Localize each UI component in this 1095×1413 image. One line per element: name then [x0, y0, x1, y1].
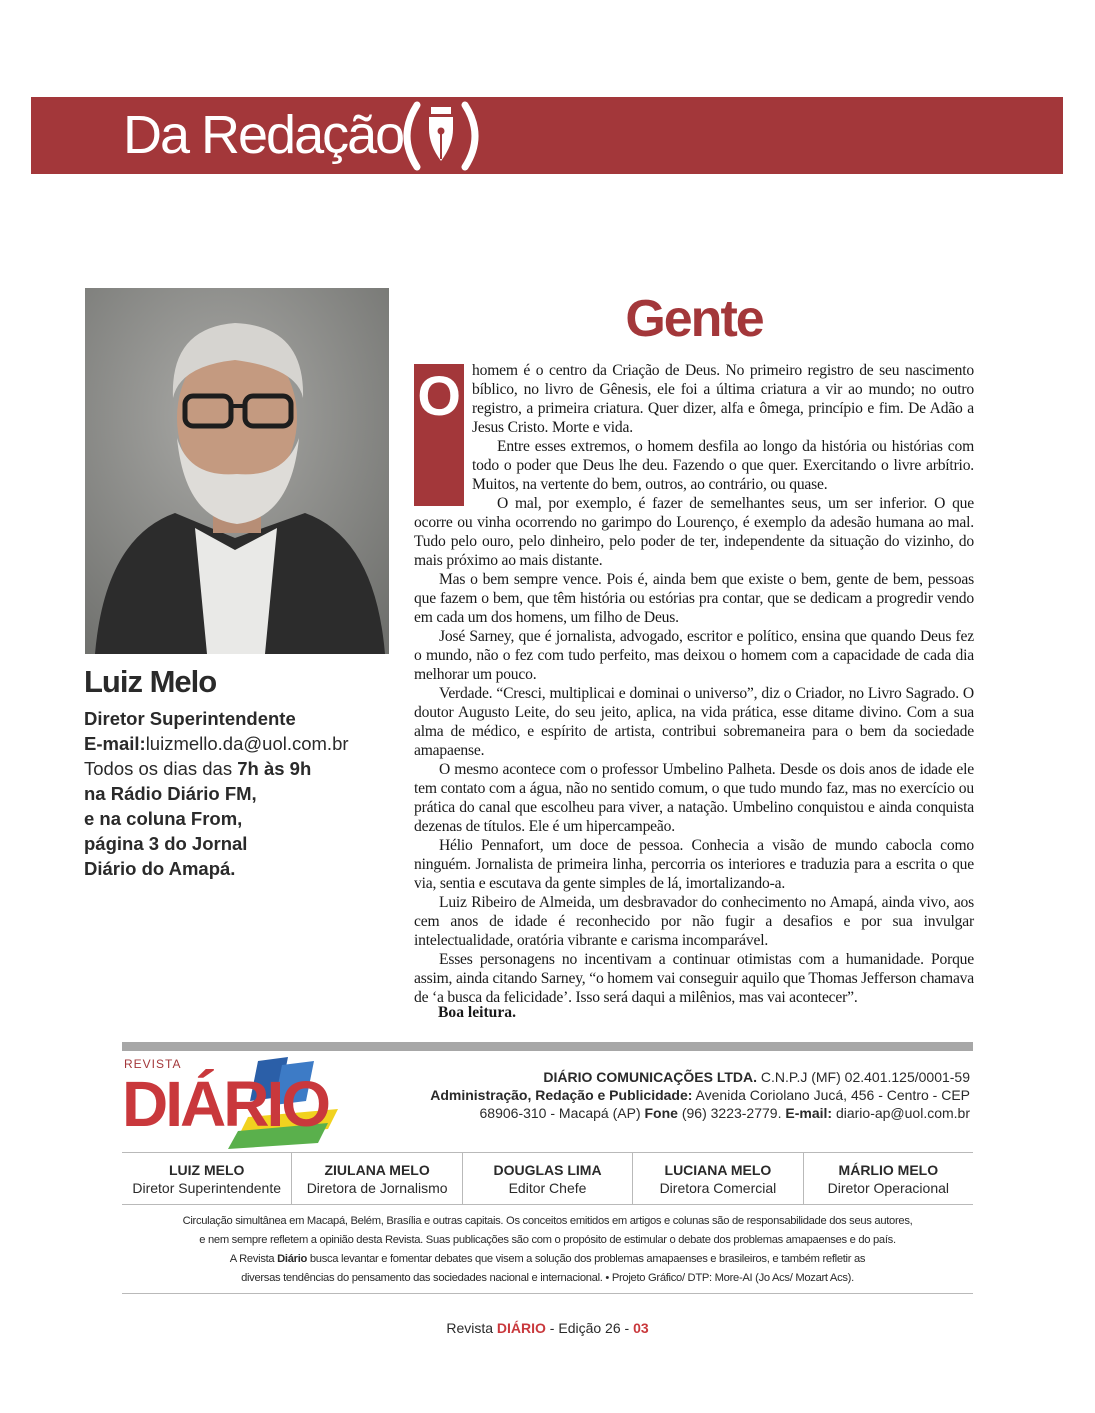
staff-item	[462, 1153, 632, 1204]
disclaimer-line: diversas tendências do pensamento das sociedades nacional e internacional. • Projeto Gráfico/ DTP: More-AI (Jo Acs/ Mozart Acs).	[241, 1272, 854, 1284]
phone-label: Fone	[644, 1105, 678, 1121]
author-email-line	[84, 731, 384, 756]
company-line-1	[410, 1068, 970, 1086]
staff-role: Diretor Superintendente	[132, 1180, 282, 1196]
section-title: Da Redação	[123, 105, 404, 165]
author-name: Luiz Melo	[84, 664, 217, 699]
page-footer	[0, 1320, 1095, 1336]
article-paragraph: Entre esses extremos, o homem desfila ao longo da história ou histórias com todo o poder que Deus lhe deu. Fazendo o que quer. Exercitando o livre arbítrio. Muitos, na vertente do bem, outros, ao contrário, ou quase.	[472, 438, 974, 493]
disclaimer-line: Circulação simultânea em Macapá, Belém, Brasília e outras capitais. Os conceitos emitidos em artigos e colunas são de responsabilidade dos seus autores,	[182, 1215, 913, 1227]
company-info	[410, 1068, 970, 1122]
author-page-line: página 3 do Jornal	[84, 833, 248, 854]
schedule-time: 7h às 9h	[237, 758, 312, 779]
article-paragraph: Luiz Ribeiro de Almeida, um desbravador do conhecimento no Amapá, ainda vivo, aos cem anos de idade é reconhecido por não fugir a desafios e por sua invulgar intelectualidade, oratória vibrante e carisma incomparável.	[414, 894, 974, 949]
footer-edition: - Edição 26 -	[545, 1320, 634, 1336]
article-body	[414, 361, 974, 1007]
column-prefix: e na coluna	[84, 808, 191, 829]
article-signoff: Boa leitura.	[438, 1004, 516, 1021]
masthead-divider	[122, 1042, 973, 1051]
article-paragraph: O mal, por exemplo, é fazer de semelhantes seus, um ser inferior. O que ocorre ou vinha ocorrendo no garimpo do Lourenço, é exemplo da adesão humana ao mal. Tudo pelo ouro, pelo dinheiro, pelo poder de ter, independente da situação do vizinho, do mais próximo ao mais distante.	[414, 495, 974, 569]
article-paragraph: Verdade. “Cresci, multiplicai e dominai o universo”, diz o Criador, no Livro Sagrado. O doutor Augusto Leite, do seu jeito, aplica, na vida prática, esse ditame divino. Com a sua alma de médico, e espírito de artista, contribui sobremaneira para o bem da sociedade amapaense.	[414, 685, 974, 759]
article-title: Gente	[625, 290, 763, 348]
company-email[interactable]: diario-ap@uol.com.br	[835, 1105, 970, 1121]
pen-nib-emblem-icon	[391, 99, 491, 173]
bottom-divider	[122, 1293, 973, 1294]
article-paragraph: Hélio Pennafort, um doce de pessoa. Conhecia a visão de mundo cabocla como ninguém. Jornalista de primeira linha, percorria os interiores e traduzia para a escrita o que via, sentia e escutava da gente simples de lá, imortalizando-a.	[414, 837, 974, 892]
staff-role: Diretor Operacional	[827, 1180, 950, 1196]
staff-name: MÁRLIO MELO	[838, 1162, 939, 1178]
staff-item	[122, 1153, 291, 1204]
logo-small-text: REVISTA	[124, 1057, 182, 1071]
company-name: DIÁRIO COMUNICAÇÕES LTDA.	[543, 1069, 758, 1085]
staff-item	[291, 1153, 461, 1204]
staff-role: Editor Chefe	[508, 1180, 587, 1196]
staff-table	[122, 1152, 973, 1205]
author-schedule-line	[84, 756, 384, 781]
page-number: 03	[633, 1320, 649, 1336]
staff-role: Diretora de Jornalismo	[306, 1180, 448, 1196]
article-paragraph: Esses personagens no incentivam a continuar otimistas com a humanidade. Porque assim, ainda citando Sarney, “o homem vai conseguir aquilo que Thomas Jefferson chamava de ‘a busca da felicidade’. Isso será daqui a milênios, mas vai acontecer”.	[414, 951, 974, 1006]
disclaimer-brand: Diário	[277, 1253, 308, 1265]
company-cnpj: C.N.P.J (MF) 02.401.125/0001-59	[760, 1069, 970, 1085]
footer-prefix: Revista	[446, 1320, 497, 1336]
company-address: Avenida Coriolano Jucá, 456 - Centro - CEP 68906-310 - Macapá (AP)	[479, 1087, 970, 1121]
author-role: Diretor Superintendente	[84, 708, 296, 729]
author-portrait-icon	[85, 288, 389, 654]
author-email[interactable]: luizmello.da@uol.com.br	[145, 733, 349, 754]
author-column-line	[84, 806, 384, 831]
company-phone: (96) 3223-2779.	[681, 1105, 782, 1121]
staff-role: Diretora Comercial	[659, 1180, 777, 1196]
disclaimer-line	[122, 1250, 973, 1269]
drop-cap: O	[414, 364, 464, 506]
disclaimer-rest: busca levantar e fomentar debates que visem a solução dos problemas amapaenses e brasileiros, e também refletir as	[307, 1253, 866, 1265]
admin-label: Administração, Redação e Publicidade:	[430, 1087, 693, 1103]
column-name: From,	[190, 808, 243, 829]
author-block	[84, 662, 384, 881]
schedule-text: Todos os dias das	[84, 758, 238, 779]
article-paragraph: O mesmo acontece com o professor Umbelino Palheta. Desde os dois anos de idade ele tem contato com a água, não no sentido comum, o que tudo mundo faz, mas no exercício ou prática do canal que escolheu para viver, a natação. Umbelino conquistou e ainda conquista dezenas de títulos. Ele é um hipercampeão.	[414, 761, 974, 835]
author-newspaper-line: Diário do Amapá.	[84, 858, 236, 879]
section-header	[31, 97, 1063, 174]
staff-item	[803, 1153, 973, 1204]
company-line-2	[410, 1086, 970, 1122]
staff-name: LUIZ MELO	[168, 1162, 245, 1178]
logo-word: DIÁRIO	[122, 1068, 328, 1140]
disclaimer-line: e nem sempre refletem a opinião desta Revista. Suas publicações são com o propósito de estimular o debate dos problemas amapaenses e do país.	[199, 1234, 896, 1246]
article-paragraph: homem é o centro da Criação de Deus. No primeiro registro de seu nascimento bíblico, no livro de Gênesis, ele foi a última criatura a vir ao mundo; no outro registro, a primeira criatura. Quer dizer, alfa e ômega, princípio e fim. De Adão a Jesus Cristo. Morte e vida.	[472, 362, 974, 436]
article-paragraph: José Sarney, que é jornalista, advogado, escritor e político, ensina que quando Deus fez o mundo, não o fez com tudo perfeito, mas deixou o homem com a capacidade de cada dia melhorar um pouco.	[414, 628, 974, 683]
author-radio-line: na Rádio Diário FM,	[84, 783, 257, 804]
staff-name: DOUGLAS LIMA	[493, 1162, 602, 1178]
staff-item	[632, 1153, 802, 1204]
disclaimer	[122, 1212, 973, 1288]
staff-name: ZIULANA MELO	[324, 1162, 430, 1178]
email-label: E-mail:	[84, 733, 146, 754]
company-email-label: E-mail:	[785, 1105, 833, 1121]
revista-diario-logo	[122, 1057, 392, 1149]
article-paragraph: Mas o bem sempre vence. Pois é, ainda bem que existe o bem, gente de bem, pessoas que fazem o bem, que têm história ou estórias pra contar, que se dedicam a progredir vendo em cada um dos homens, um filho de Deus.	[414, 571, 974, 626]
footer-brand: DIÁRIO	[496, 1320, 546, 1336]
staff-name: LUCIANA MELO	[664, 1162, 772, 1178]
disclaimer-prefix: A Revista	[229, 1253, 278, 1265]
